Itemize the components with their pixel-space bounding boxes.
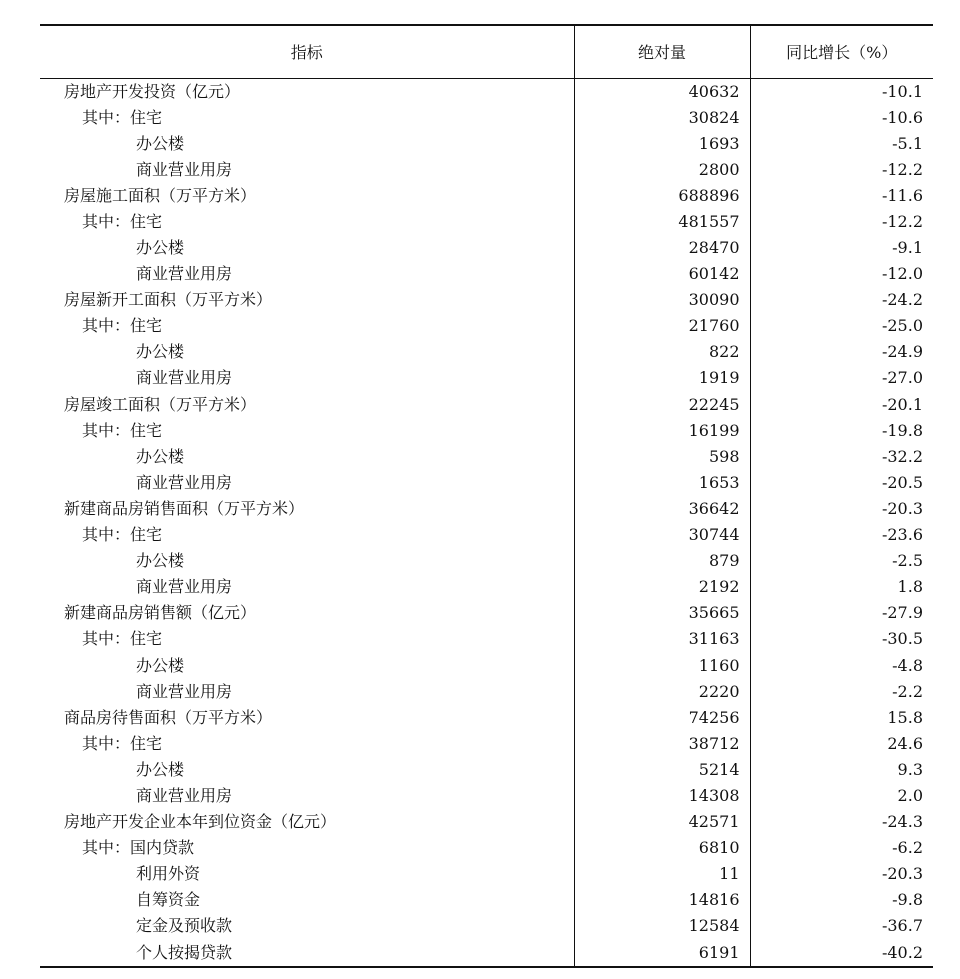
table-row [40, 313, 933, 339]
row-absolute-value: 2192 [574, 574, 750, 600]
row-indicator-label: 其中：住宅 [82, 316, 163, 336]
row-absolute-value: 1693 [574, 131, 750, 157]
row-indicator-label: 商业营业用房 [136, 577, 233, 597]
row-absolute-value: 14816 [574, 887, 750, 913]
row-absolute-value: 28470 [574, 235, 750, 261]
table-row [40, 235, 933, 261]
row-yoy-growth: -10.6 [750, 105, 933, 131]
table-row [40, 261, 933, 287]
table-row [40, 183, 933, 209]
table-row [40, 287, 933, 313]
row-indicator-label: 其中：住宅 [82, 629, 163, 649]
row-absolute-value: 481557 [574, 209, 750, 235]
row-yoy-growth: -19.8 [750, 418, 933, 444]
row-yoy-growth: -2.5 [750, 548, 933, 574]
row-yoy-growth: -11.6 [750, 183, 933, 209]
row-yoy-growth: -12.2 [750, 157, 933, 183]
row-indicator-label: 商业营业用房 [136, 159, 233, 179]
header-absolute-value: 绝对量 [574, 25, 750, 78]
row-yoy-growth: -10.1 [750, 78, 933, 105]
row-absolute-value: 1160 [574, 652, 750, 678]
row-yoy-growth: -30.5 [750, 626, 933, 652]
row-yoy-growth: -6.2 [750, 835, 933, 861]
table-row [40, 705, 933, 731]
row-yoy-growth: -23.6 [750, 522, 933, 548]
row-indicator-label: 其中：住宅 [82, 525, 163, 545]
table-row [40, 418, 933, 444]
table-row [40, 731, 933, 757]
row-yoy-growth: -20.3 [750, 861, 933, 887]
table-body [40, 78, 933, 967]
row-yoy-growth: 24.6 [750, 731, 933, 757]
row-yoy-growth: 9.3 [750, 757, 933, 783]
row-absolute-value: 30090 [574, 287, 750, 313]
row-absolute-value: 6191 [574, 940, 750, 967]
row-absolute-value: 1919 [574, 365, 750, 391]
table-row [40, 209, 933, 235]
row-yoy-growth: -12.2 [750, 209, 933, 235]
row-indicator-label: 自筹资金 [136, 890, 201, 910]
row-indicator-label: 新建商品房销售面积（万平方米） [64, 498, 305, 518]
statistics-table-container [40, 24, 933, 968]
table-row [40, 626, 933, 652]
row-absolute-value: 42571 [574, 809, 750, 835]
table-row [40, 339, 933, 365]
row-yoy-growth: -2.2 [750, 679, 933, 705]
row-indicator-label: 其中：住宅 [82, 420, 163, 440]
table-row [40, 574, 933, 600]
header-yoy-growth: 同比增长（%） [750, 25, 933, 78]
table-row [40, 600, 933, 626]
row-indicator-label: 商业营业用房 [136, 472, 233, 492]
row-indicator-label: 房屋竣工面积（万平方米） [64, 394, 257, 414]
row-indicator-label: 办公楼 [136, 446, 185, 466]
row-absolute-value: 11 [574, 861, 750, 887]
row-yoy-growth: -20.5 [750, 470, 933, 496]
table-row [40, 783, 933, 809]
row-absolute-value: 2220 [574, 679, 750, 705]
row-yoy-growth: -5.1 [750, 131, 933, 157]
table-row [40, 940, 933, 967]
row-indicator-label: 房地产开发投资（亿元） [64, 81, 241, 101]
row-absolute-value: 74256 [574, 705, 750, 731]
row-indicator-label: 办公楼 [136, 655, 185, 675]
row-absolute-value: 40632 [574, 78, 750, 105]
table-row [40, 78, 933, 105]
row-yoy-growth: -24.2 [750, 287, 933, 313]
table-row [40, 444, 933, 470]
row-indicator-label: 办公楼 [136, 133, 185, 153]
row-indicator-label: 个人按揭贷款 [40, 940, 574, 967]
row-yoy-growth: -12.0 [750, 261, 933, 287]
row-indicator-label: 其中：住宅 [82, 211, 163, 231]
table-row [40, 548, 933, 574]
row-absolute-value: 12584 [574, 913, 750, 939]
row-yoy-growth: -27.9 [750, 600, 933, 626]
row-indicator-label: 其中：住宅 [82, 107, 163, 127]
row-indicator-label: 房屋施工面积（万平方米） [64, 185, 257, 205]
row-absolute-value: 30744 [574, 522, 750, 548]
row-absolute-value: 6810 [574, 835, 750, 861]
row-yoy-growth: -36.7 [750, 913, 933, 939]
row-absolute-value: 688896 [574, 183, 750, 209]
row-yoy-growth: -27.0 [750, 365, 933, 391]
row-absolute-value: 598 [574, 444, 750, 470]
row-indicator-label: 商品房待售面积（万平方米） [64, 707, 273, 727]
row-absolute-value: 22245 [574, 392, 750, 418]
row-absolute-value: 35665 [574, 600, 750, 626]
row-yoy-growth: -20.3 [750, 496, 933, 522]
row-indicator-label: 房地产开发企业本年到位资金（亿元） [64, 812, 337, 832]
row-absolute-value: 822 [574, 339, 750, 365]
row-absolute-value: 16199 [574, 418, 750, 444]
row-absolute-value: 38712 [574, 731, 750, 757]
header-indicator: 指标 [40, 25, 574, 78]
row-indicator-label: 房屋新开工面积（万平方米） [64, 290, 273, 310]
row-yoy-growth: -9.8 [750, 887, 933, 913]
row-absolute-value: 2800 [574, 157, 750, 183]
row-indicator-label: 其中：住宅 [82, 733, 163, 753]
row-yoy-growth: -24.9 [750, 339, 933, 365]
table-row [40, 757, 933, 783]
row-indicator-label: 办公楼 [136, 238, 185, 258]
row-yoy-growth: -32.2 [750, 444, 933, 470]
table-row [40, 887, 933, 913]
row-yoy-growth: -24.3 [750, 809, 933, 835]
table-row [40, 157, 933, 183]
row-indicator-label: 其中：国内贷款 [82, 838, 195, 858]
row-absolute-value: 5214 [574, 757, 750, 783]
table-row [40, 652, 933, 678]
row-yoy-growth: -4.8 [750, 652, 933, 678]
table-row [40, 105, 933, 131]
table-row [40, 131, 933, 157]
table-header-row [40, 25, 933, 78]
row-yoy-growth: -9.1 [750, 235, 933, 261]
row-indicator-label: 办公楼 [136, 759, 185, 779]
table-row [40, 470, 933, 496]
table-row [40, 496, 933, 522]
table-row [40, 861, 933, 887]
row-indicator-label: 商业营业用房 [136, 264, 233, 284]
row-yoy-growth: -25.0 [750, 313, 933, 339]
row-indicator-label: 办公楼 [136, 551, 185, 571]
table-row [40, 679, 933, 705]
row-indicator-label: 新建商品房销售额（亿元） [64, 603, 257, 623]
table-row [40, 835, 933, 861]
row-absolute-value: 14308 [574, 783, 750, 809]
row-indicator-label: 商业营业用房 [136, 368, 233, 388]
row-yoy-growth: 1.8 [750, 574, 933, 600]
row-absolute-value: 60142 [574, 261, 750, 287]
row-yoy-growth: 15.8 [750, 705, 933, 731]
row-absolute-value: 31163 [574, 626, 750, 652]
table-row [40, 809, 933, 835]
table-row [40, 913, 933, 939]
row-indicator-label: 定金及预收款 [136, 916, 233, 936]
row-indicator-label: 办公楼 [136, 342, 185, 362]
row-absolute-value: 36642 [574, 496, 750, 522]
row-indicator-label: 商业营业用房 [136, 785, 233, 805]
row-absolute-value: 21760 [574, 313, 750, 339]
table-row [40, 392, 933, 418]
row-yoy-growth: -40.2 [750, 940, 933, 967]
table-row [40, 522, 933, 548]
table-row [40, 365, 933, 391]
row-indicator-label: 商业营业用房 [136, 681, 233, 701]
row-yoy-growth: -20.1 [750, 392, 933, 418]
row-absolute-value: 30824 [574, 105, 750, 131]
row-absolute-value: 1653 [574, 470, 750, 496]
row-indicator-label: 利用外资 [136, 864, 201, 884]
row-yoy-growth: 2.0 [750, 783, 933, 809]
row-absolute-value: 879 [574, 548, 750, 574]
real-estate-statistics-table [40, 24, 933, 968]
